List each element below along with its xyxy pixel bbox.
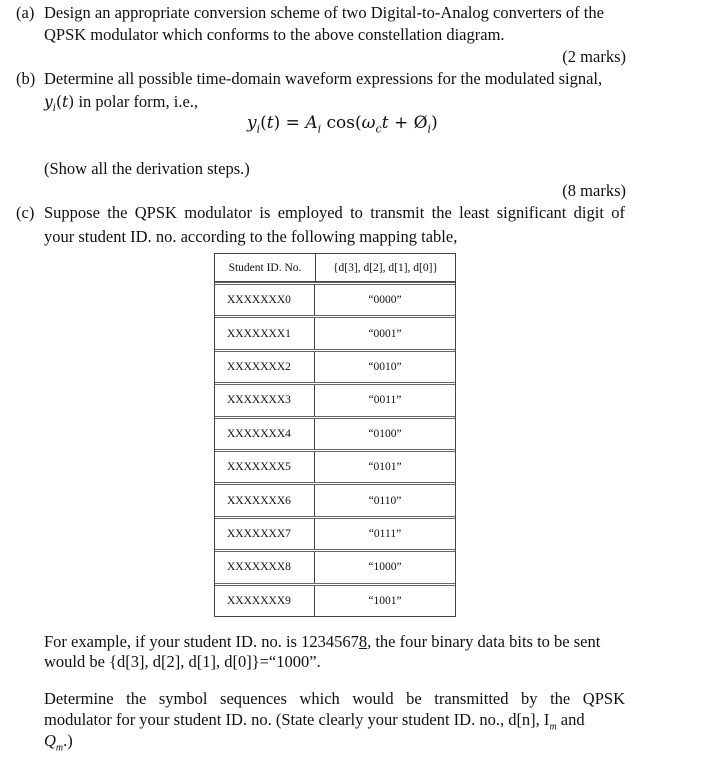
- part-b-show-steps: (Show all the derivation steps.): [44, 159, 250, 178]
- part-b-line2: $y_i(t)$ in polar form, i.e.,: [44, 92, 199, 115]
- cell-bits: “0110”: [368, 494, 402, 507]
- part-c-label: (c): [16, 203, 35, 222]
- table-row: [215, 583, 455, 616]
- part-a-line1: Design an appropriate conversion scheme of two Digital-to-Analog converters of the: [44, 3, 604, 22]
- cell-bits: “1001”: [368, 594, 402, 607]
- cell-student-id: XXXXXXX9: [215, 586, 315, 616]
- part-c-line2: your student ID. no. according to the following mapping table,: [44, 227, 458, 246]
- determine-line2-sub: m: [549, 721, 557, 733]
- table-row: [215, 482, 455, 515]
- part-b-line1: Determine all possible time-domain waveform expressions for the modulated signal,: [44, 69, 603, 88]
- part-b-label: (b): [16, 69, 36, 88]
- cell-bits: “1000”: [368, 561, 402, 574]
- determine-line3-sub: m: [55, 742, 64, 754]
- cell-bits: “0111”: [368, 527, 402, 540]
- cell-student-id: XXXXXXX2: [215, 352, 315, 382]
- cell-bits: “0011”: [368, 394, 402, 407]
- part-a-line2: QPSK modulator which conforms to the above constellation diagram.: [44, 25, 505, 44]
- determine-line2-text: modulator for your student ID. no. (State clearly your student ID. no., d[n], I: [44, 710, 550, 729]
- mapping-table: [214, 253, 456, 617]
- cell-student-id: XXXXXXX1: [215, 318, 315, 348]
- determine-line3: [44, 731, 73, 753]
- part-c-line1: Suppose the QPSK modulator is employed to transmit the least significant digit of: [44, 203, 625, 222]
- example-line1-b: , the four binary data bits to be sent: [367, 632, 601, 651]
- determine-line3-end: .): [63, 731, 73, 750]
- example-line1-a: For example, if your student ID. no. is 1234567: [44, 632, 359, 651]
- example-line1: [44, 632, 600, 652]
- cell-bits: “0101”: [368, 461, 402, 474]
- cell-student-id: XXXXXXX6: [215, 485, 315, 515]
- header-bits: {d[3], d[2], d[1], d[0]}: [333, 261, 438, 274]
- cell-student-id: XXXXXXX4: [215, 419, 315, 449]
- table-row: [215, 382, 455, 415]
- determine-line1: Determine the symbol sequences which would be transmitted by the QPSK: [44, 689, 625, 708]
- cell-bits: “0000”: [368, 294, 402, 307]
- table-row: [215, 516, 455, 549]
- determine-line3-q: Q: [44, 731, 56, 750]
- cell-bits: “0100”: [368, 427, 402, 440]
- cell-bits: “0010”: [368, 360, 402, 373]
- table-row: [215, 282, 455, 315]
- part-b-line2-suffix: in polar form, i.e.,: [78, 92, 199, 111]
- waveform-equation: $y_i(t) = A_i$ $\cos(\omega_ct$ + $Ø_i$): [247, 113, 438, 136]
- table-row: [215, 416, 455, 449]
- example-line2: would be {d[3], d[2], d[1], d[0]}=“1000”.: [44, 652, 321, 671]
- table-row: [215, 315, 455, 348]
- header-student-id: Student ID. No.: [215, 254, 316, 281]
- cell-student-id: XXXXXXX0: [215, 285, 315, 315]
- example-lsd: 8: [358, 632, 368, 651]
- table-row: [215, 549, 455, 582]
- cell-student-id: XXXXXXX8: [215, 552, 315, 582]
- table-header: [215, 254, 455, 282]
- cell-student-id: XXXXXXX7: [215, 519, 315, 549]
- cell-student-id: XXXXXXX5: [215, 452, 315, 482]
- determine-line2-end: and: [556, 710, 585, 729]
- part-b-marks: (8 marks): [562, 181, 626, 200]
- determine-line2: [44, 710, 585, 732]
- cell-bits: “0001”: [368, 327, 402, 340]
- part-a-label: (a): [16, 3, 35, 22]
- part-a-marks: (2 marks): [562, 47, 626, 66]
- cell-student-id: XXXXXXX3: [215, 385, 315, 415]
- table-row: [215, 449, 455, 482]
- table-row: [215, 349, 455, 382]
